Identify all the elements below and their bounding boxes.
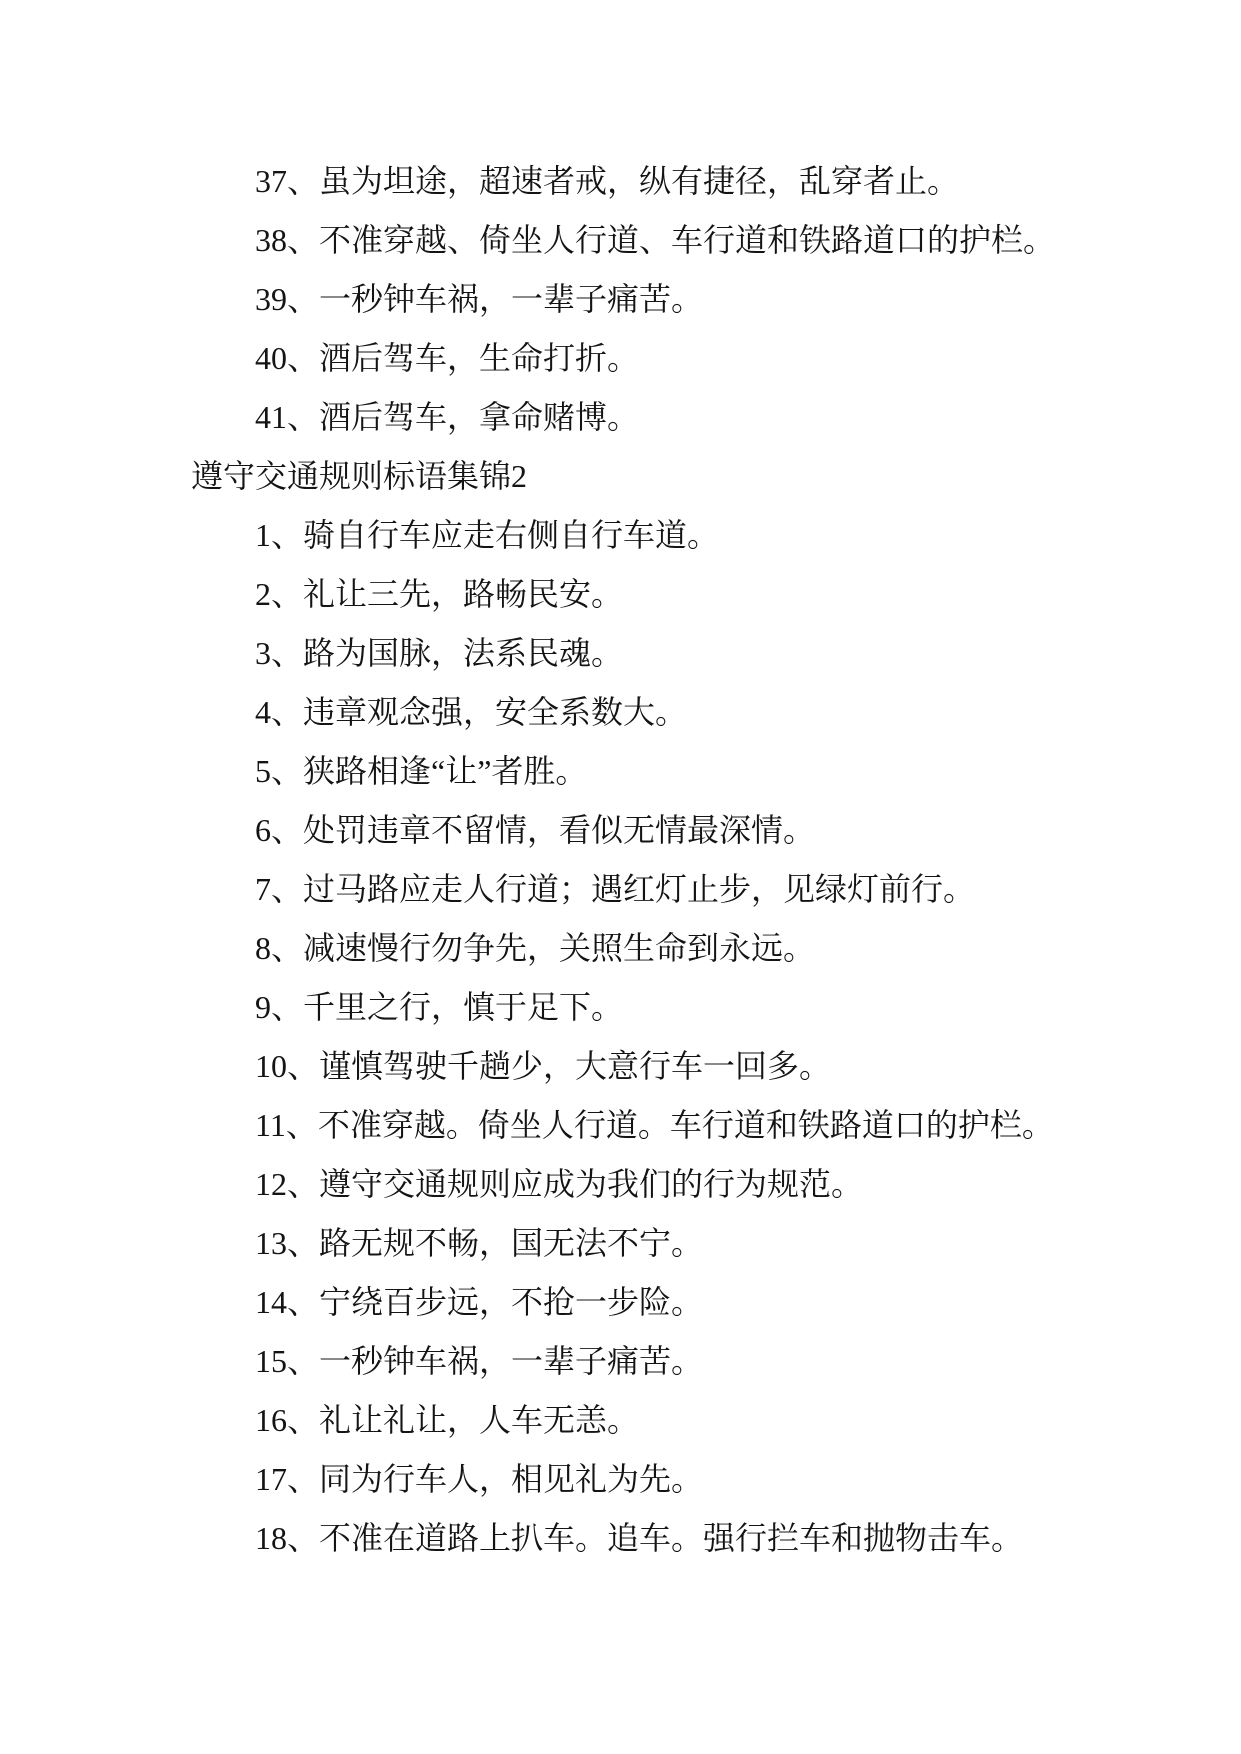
slogan-item-11: 11、不准穿越。倚坐人行道。车行道和铁路道口的护栏。 [255,1107,1054,1143]
slogan-item-9: 9、千里之行，慎于足下。 [255,989,624,1025]
slogan-item-14: 14、宁绕百步远，不抢一步险。 [255,1284,704,1320]
slogan-item-8: 8、减速慢行勿争先，关照生命到永远。 [255,930,816,966]
slogan-item-3: 3、路为国脉，法系民魂。 [255,635,624,671]
slogan-item-13: 13、路无规不畅，国无法不宁。 [255,1225,704,1261]
slogan-item-40: 40、酒后驾车，生命打折。 [255,340,640,376]
slogan-item-37: 37、虽为坦途，超速者戒，纵有捷径，乱穿者止。 [255,163,960,199]
slogan-item-5: 5、狭路相逢“让”者胜。 [255,753,588,789]
slogan-item-17: 17、同为行车人，相见礼为先。 [255,1461,704,1497]
slogan-item-6: 6、处罚违章不留情，看似无情最深情。 [255,812,816,848]
slogan-item-15: 15、一秒钟车祸，一辈子痛苦。 [255,1343,704,1379]
slogan-item-4: 4、违章观念强，安全系数大。 [255,694,688,730]
slogan-item-2: 2、礼让三先，路畅民安。 [255,576,624,612]
slogan-item-38: 38、不准穿越、倚坐人行道、车行道和铁路道口的护栏。 [255,222,1056,258]
slogan-item-12: 12、遵守交通规则应成为我们的行为规范。 [255,1166,864,1202]
slogan-item-1: 1、骑自行车应走右侧自行车道。 [255,517,720,553]
slogan-item-41: 41、酒后驾车，拿命赌博。 [255,399,640,435]
slogan-item-7: 7、过马路应走人行道；遇红灯止步，见绿灯前行。 [255,871,976,907]
section-heading: 遵守交通规则标语集锦2 [191,458,528,494]
slogan-item-10: 10、谨慎驾驶千趟少，大意行车一回多。 [255,1048,832,1084]
slogan-item-39: 39、一秒钟车祸，一辈子痛苦。 [255,281,704,317]
slogan-item-16: 16、礼让礼让，人车无恙。 [255,1402,640,1438]
slogan-item-18: 18、不准在道路上扒车。追车。强行拦车和抛物击车。 [255,1520,1024,1556]
